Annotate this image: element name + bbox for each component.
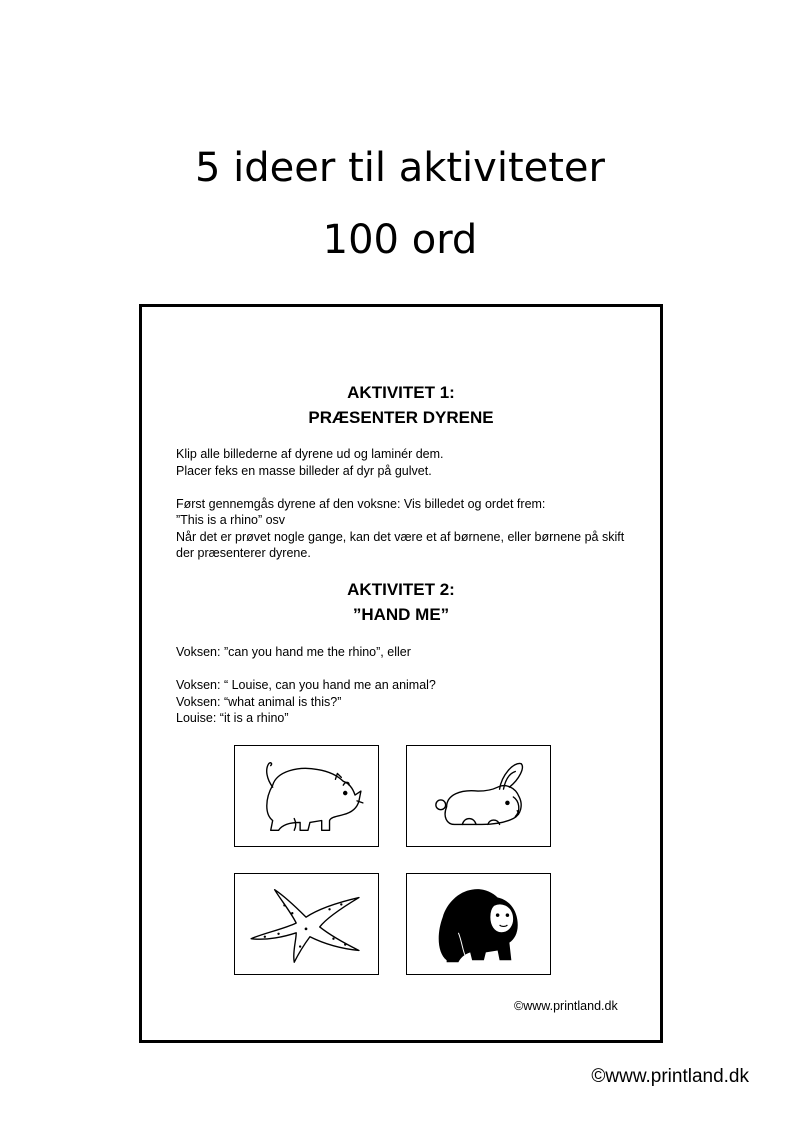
- activity1-subheading: PRÆSENTER DYRENE: [308, 408, 494, 427]
- activity1-text: [176, 446, 626, 562]
- activity2-text: [176, 644, 626, 727]
- text-line: Klip alle billederne af dyrene ud og laminér dem.: [176, 447, 444, 461]
- animal-card-starfish: [234, 873, 379, 975]
- activity2-subheading: ”HAND ME”: [352, 605, 450, 624]
- text-line: der præsenterer dyrene.: [176, 546, 311, 560]
- rhino-icon: [235, 746, 378, 846]
- text-line: Louise: “it is a rhino”: [176, 711, 289, 725]
- text-line: Først gennemgås dyrene af den voksne: Vis billedet og ordet frem:: [176, 496, 546, 511]
- text-line: Voksen: “ Louise, can you hand me an animal?: [176, 678, 436, 692]
- animal-card-gorilla: [406, 873, 551, 975]
- gorilla-icon: [407, 874, 550, 974]
- page-title: 5 ideer til aktiviteter: [195, 145, 605, 191]
- text-line: Placer feks en masse billeder af dyr på gulvet.: [176, 463, 432, 478]
- starfish-icon: [235, 874, 378, 974]
- text-line: Voksen: ”can you hand me the rhino”, eller: [176, 645, 411, 659]
- animal-card-rhino: [234, 745, 379, 847]
- text-line: Når det er prøvet nogle gange, kan det være et af børnene, eller børnene på skift: [176, 529, 625, 544]
- animal-card-rabbit: [406, 745, 551, 847]
- text-line: ”This is a rhino” osv: [176, 513, 286, 527]
- sheet-copyright: ©www.printland.dk: [514, 999, 618, 1013]
- page-copyright: ©www.printland.dk: [591, 1066, 749, 1087]
- rabbit-icon: [407, 746, 550, 846]
- activity1-heading: AKTIVITET 1:: [347, 383, 455, 402]
- page-subtitle: 100 ord: [322, 217, 478, 263]
- text-line: Voksen: “what animal is this?”: [176, 694, 342, 709]
- activity2-heading: AKTIVITET 2:: [347, 580, 455, 599]
- activity-sheet: [139, 304, 663, 1043]
